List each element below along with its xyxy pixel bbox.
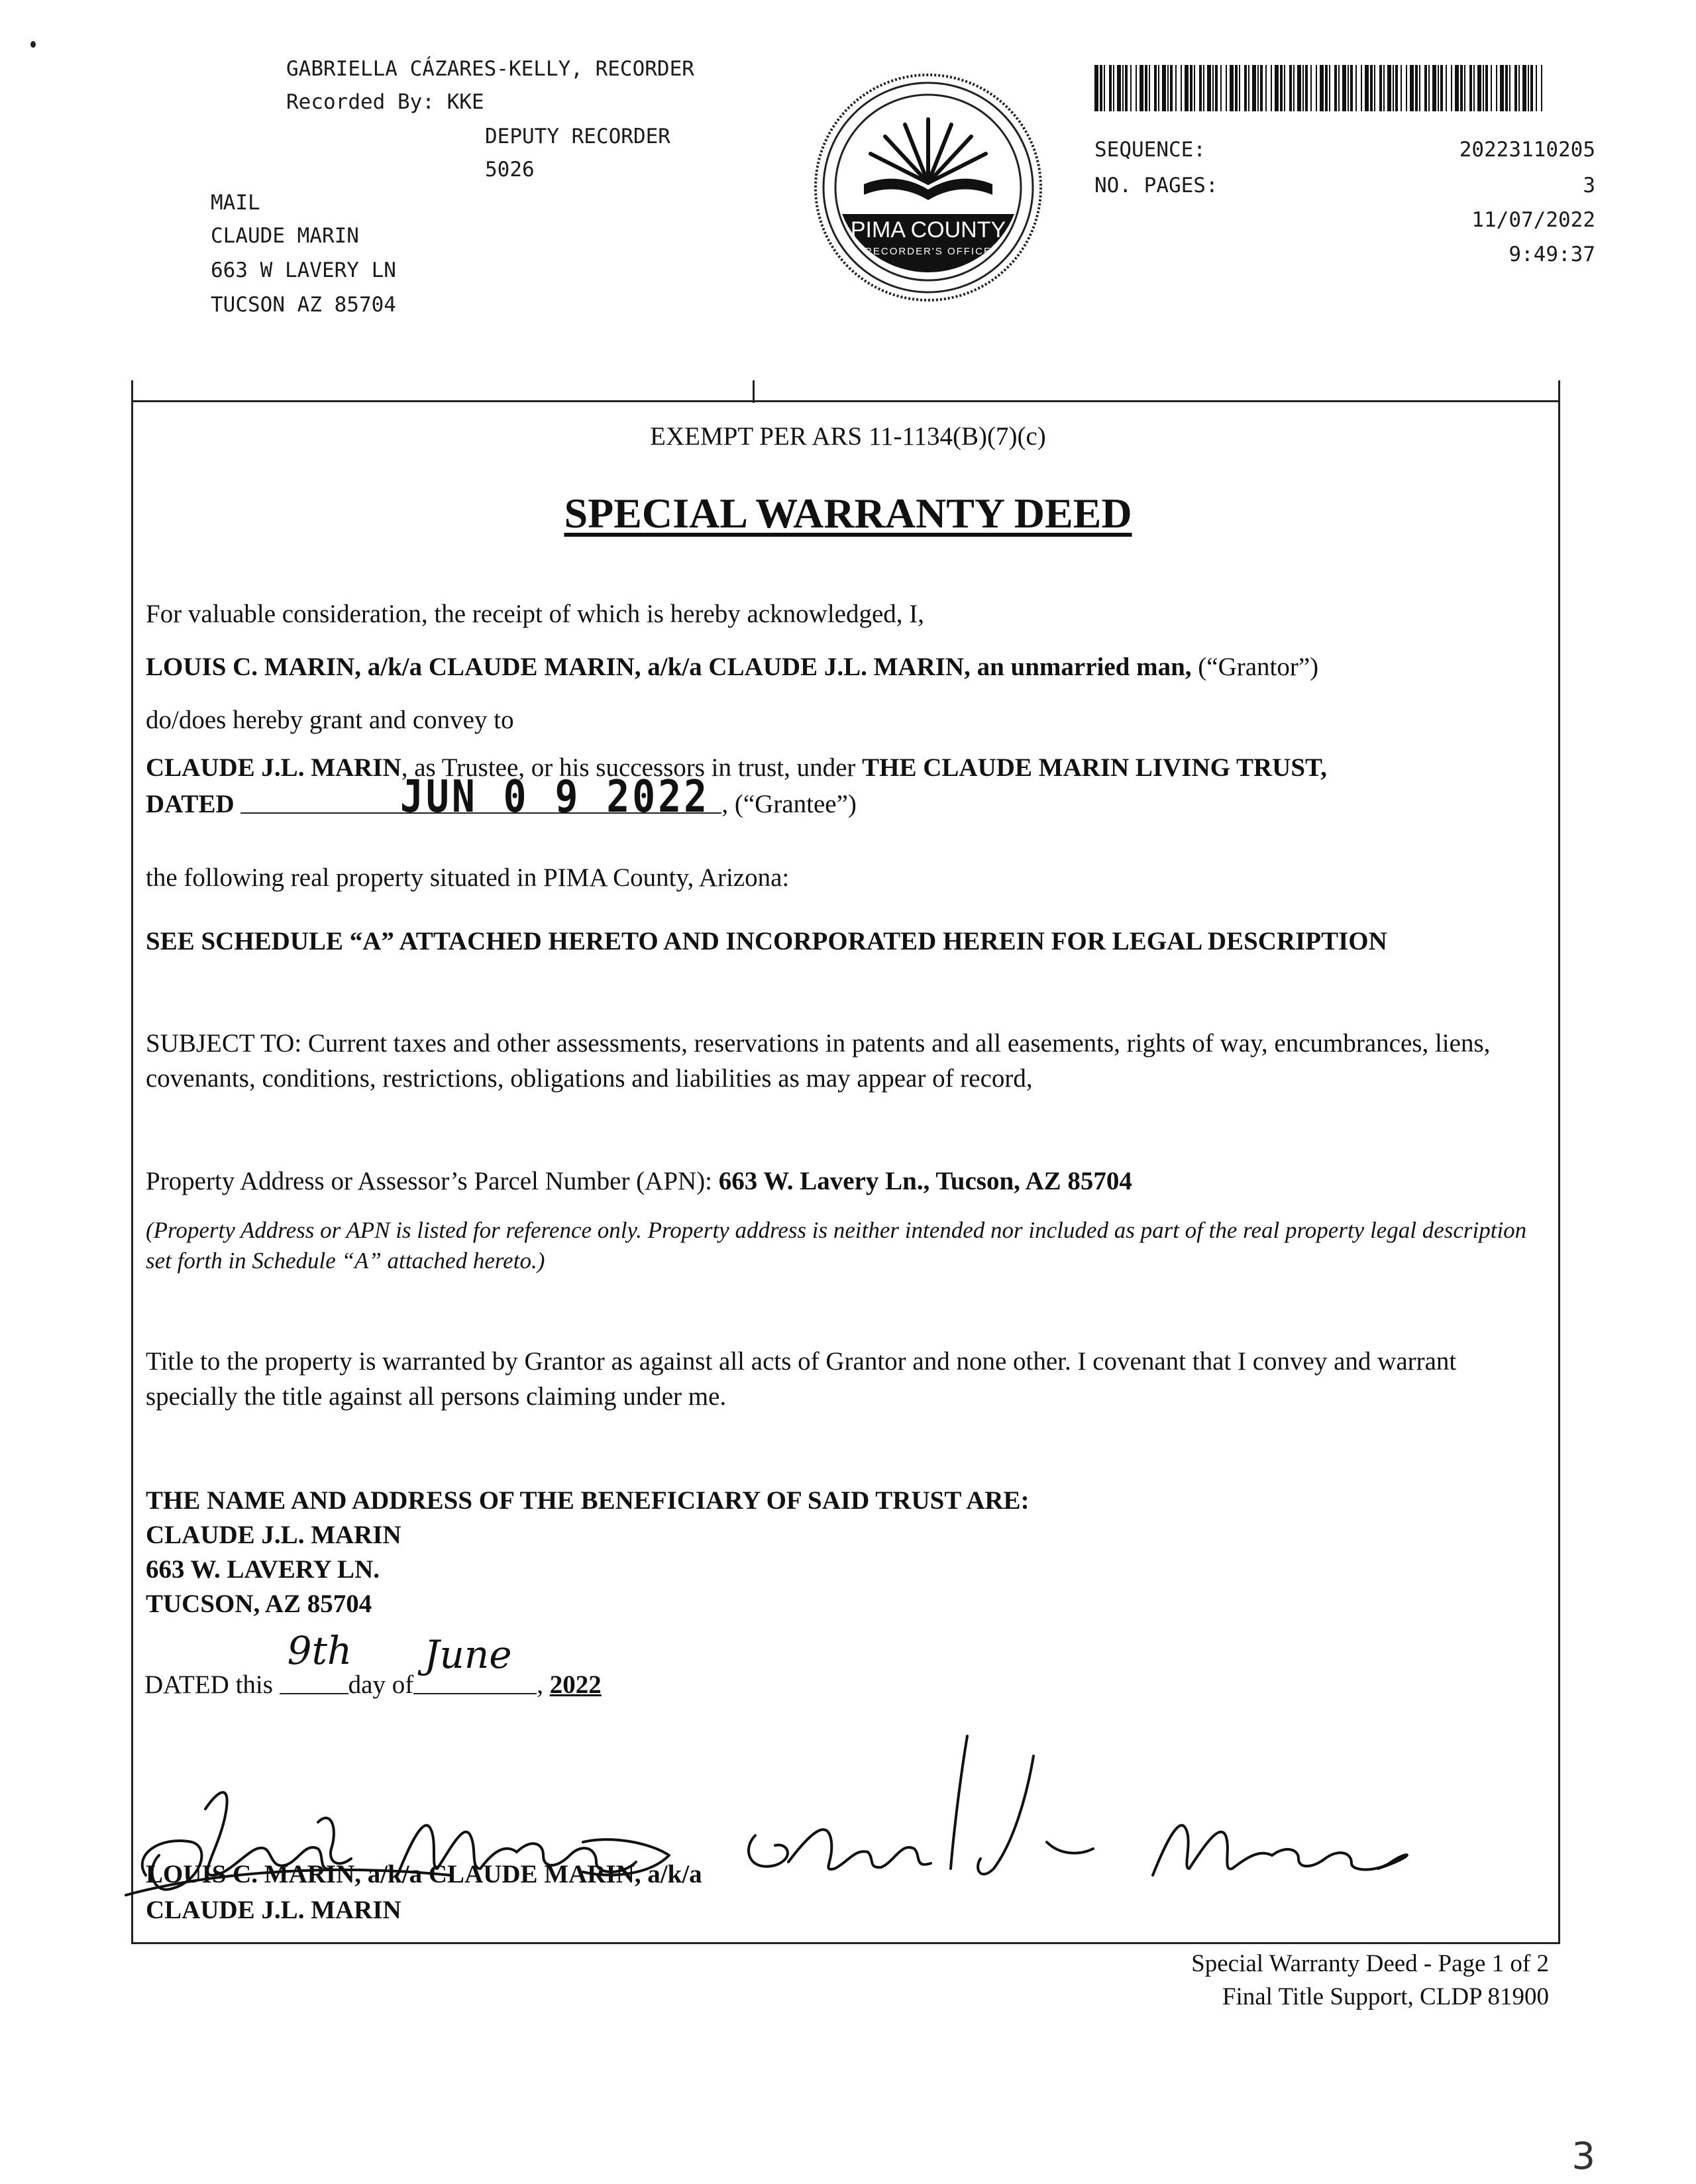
seal-text-sub: RECORDER'S OFFICE (865, 246, 992, 257)
barcode-bar (1469, 65, 1472, 111)
barcode-bar (1275, 65, 1279, 111)
barcode-bar (1477, 65, 1481, 111)
barcode-bar (1271, 65, 1272, 111)
convey-text: do/does hereby grant and convey to (146, 706, 514, 734)
barcode-bar (1199, 65, 1202, 111)
barcode-bar (1464, 65, 1465, 111)
barcode-bar (1387, 65, 1391, 111)
barcode-bar (1451, 65, 1452, 111)
pages-label: NO. PAGES: (1094, 174, 1218, 197)
barcode-bar (1162, 65, 1166, 111)
exempt-statement: EXEMPT PER ARS 11-1134(B)(7)(c) (650, 422, 1046, 451)
record-date: 11/07/2022 (1471, 208, 1595, 232)
barcode-bar (1154, 65, 1157, 111)
grantee-line (146, 750, 1327, 785)
intro-text: For valuable consideration, the receipt of which is hereby acknowledged, I, (146, 600, 925, 628)
record-time: 9:49:37 (1509, 243, 1595, 266)
barcode-bar (1094, 65, 1098, 111)
barcode-bar (1310, 65, 1312, 111)
handwritten-day: 9th (287, 1628, 352, 1673)
barcode-bar (1329, 65, 1330, 111)
date-stamp: JUN 0 9 2022 (400, 770, 710, 823)
signature-stroke-11 (978, 1756, 1034, 1874)
barcode-bar (1248, 65, 1249, 111)
barcode-bar (1350, 65, 1353, 111)
seal-text-main: PIMA COUNTY (850, 217, 1006, 243)
barcode-bar (1175, 65, 1177, 111)
month-blank (413, 1632, 537, 1694)
grantor-line (146, 649, 1318, 684)
barcode-bar (1185, 65, 1189, 111)
barcode-bar (1257, 65, 1259, 111)
beneficiary-heading: THE NAME AND ADDRESS OF THE BENEFICIARY OF SAID TRUST ARE: (146, 1486, 1030, 1515)
barcode-bar (1194, 65, 1195, 111)
barcode-bar (1190, 65, 1192, 111)
barcode-bar (1455, 65, 1459, 111)
barcode-bar (1289, 65, 1292, 111)
barcode-bar (1230, 65, 1234, 111)
barcode-bar (1348, 65, 1349, 111)
signature-stroke-12 (1047, 1842, 1093, 1853)
apn-value: 663 W. Lavery Ln., Tucson, AZ 85704 (718, 1167, 1132, 1195)
signatory-caption-1: LOUIS C. MARIN, a/k/a CLAUDE MARIN, a/k/a (146, 1860, 702, 1888)
barcode-bar (1226, 65, 1227, 111)
signature-stroke-8 (749, 1835, 788, 1867)
barcode-bar (1181, 65, 1182, 111)
subject-to-clause: SUBJECT TO: Current taxes and other assessments, reservations in patents and all easements, rights of way, encumbrances, liens, covenants, conditions, restrictions, obligations and liabilities as may appear of record, (146, 1029, 1491, 1093)
barcode-bar (1203, 65, 1204, 111)
barcode-bar (1496, 65, 1497, 111)
barcode-bar (1125, 65, 1128, 111)
barcode-bar (1239, 65, 1240, 111)
signature-stroke-14 (1272, 1849, 1407, 1870)
footer-form-id: Final Title Support, CLDP 81900 (1222, 1983, 1549, 2010)
barcode-bar (1485, 65, 1488, 111)
barcode-bar (1109, 65, 1112, 111)
deputy-title: DEPUTY RECORDER (485, 125, 670, 148)
handwritten-month: June (424, 1632, 512, 1677)
barcode-bar (1415, 65, 1418, 111)
signature-stroke-9 (788, 1829, 931, 1869)
barcode-bar (1302, 65, 1304, 111)
barcode-bar (1365, 65, 1369, 111)
barcode-bar (1383, 65, 1385, 111)
signature-stroke-10 (951, 1736, 967, 1869)
barcode-bar (1212, 65, 1214, 111)
barcode-bar (1320, 65, 1324, 111)
barcode-bar (1136, 65, 1137, 111)
barcode-bar (1215, 65, 1218, 111)
grantor-name: LOUIS C. MARIN, a/k/a CLAUDE MARIN, a/k/a CLAUDE J.L. MARIN, an unmarried man, (146, 653, 1192, 681)
recorder-name: GABRIELLA CÁZARES-KELLY, RECORDER (286, 57, 694, 81)
barcode-bar (1316, 65, 1317, 111)
apn-line (146, 1164, 1132, 1199)
barcode-bar (1370, 65, 1373, 111)
barcode-bar (1334, 65, 1337, 111)
barcode-bar (1140, 65, 1143, 111)
deed-title: SPECIAL WARRANTY DEED (564, 490, 1132, 537)
recorded-by: Recorded By: KKE (286, 90, 484, 114)
barcode-bar (1374, 65, 1375, 111)
barcode-bar (1406, 65, 1407, 111)
barcode-bar (1100, 65, 1102, 111)
barcode-bar (1541, 65, 1542, 111)
barcode-bar (1536, 65, 1537, 111)
apn-label: Property Address or Assessor’s Parcel Number (APN): (146, 1167, 719, 1195)
barcode-bar (1117, 65, 1121, 111)
county-line: the following real property situated in PIMA County, Arizona: (146, 863, 790, 892)
signatory-caption-2: CLAUDE J.L. MARIN (146, 1896, 401, 1924)
barcode-bar (1244, 65, 1247, 111)
barcode-bar (1145, 65, 1147, 111)
barcode-bar (1235, 65, 1238, 111)
barcode-bar (1284, 65, 1285, 111)
day-of-label: day of (348, 1670, 414, 1699)
dated-label: DATED (146, 790, 241, 818)
barcode-bar (1122, 65, 1124, 111)
barcode-bar (1361, 65, 1362, 111)
barcode-bar (1252, 65, 1256, 111)
barcode-bar (1113, 65, 1114, 111)
beneficiary-street: 663 W. LAVERY LN. (146, 1555, 380, 1584)
barcode-bar (1104, 65, 1105, 111)
barcode-bar (1505, 65, 1508, 111)
mail-name: CLAUDE MARIN (211, 224, 359, 248)
frame-tick-left (131, 380, 133, 403)
barcode-bar (1220, 65, 1222, 111)
day-blank (280, 1628, 352, 1694)
mail-label: MAIL (211, 191, 260, 215)
execution-year: 2022 (549, 1670, 602, 1699)
barcode (1094, 65, 1545, 111)
barcode-bar (1460, 65, 1463, 111)
barcode-bar (1514, 65, 1517, 111)
execution-date-line: DATED this 9th day of June , 2022 (144, 1628, 602, 1699)
barcode-bar (1265, 65, 1267, 111)
barcode-bar (1419, 65, 1420, 111)
beneficiary-name: CLAUDE J.L. MARIN (146, 1521, 401, 1549)
handwritten-page-mark: 3 (1571, 2135, 1595, 2178)
barcode-bar (1393, 65, 1394, 111)
warranty-clause: Title to the property is warranted by Grantor as against all acts of Grantor and none other. I covenant that I convey and warrant specially the title against all persons claiming under me. (146, 1347, 1457, 1411)
barcode-bar (1401, 65, 1402, 111)
barcode-bar (1432, 65, 1436, 111)
barcode-bar (1280, 65, 1283, 111)
deputy-number: 5026 (485, 158, 535, 182)
footer-page-info: Special Warranty Deed - Page 1 of 2 (1191, 1950, 1549, 1977)
barcode-bar (1167, 65, 1169, 111)
barcode-bar (1518, 65, 1520, 111)
barcode-bar (1170, 65, 1173, 111)
dated-this-label: DATED this (144, 1670, 280, 1699)
barcode-bar (1446, 65, 1447, 111)
barcode-bar (1424, 65, 1427, 111)
schedule-reference: SEE SCHEDULE “A” ATTACHED HERETO AND INCORPORATED HEREIN FOR LEGAL DESCRIPTION (146, 927, 1387, 956)
apn-note: (Property Address or APN is listed for reference only. Property address is neither intended nor included as part of the real property legal description set forth in Schedule “A” attached hereto.) (146, 1217, 1527, 1274)
barcode-bar (1355, 65, 1357, 111)
barcode-bar (1130, 65, 1132, 111)
barcode-bar (1305, 65, 1308, 111)
grantee-name: CLAUDE J.L. MARIN (146, 753, 401, 782)
barcode-bar (1522, 65, 1526, 111)
barcode-bar (1338, 65, 1340, 111)
barcode-bar (1500, 65, 1504, 111)
grantor-tag: (“Grantor”) (1191, 653, 1319, 681)
trust-name: THE CLAUDE MARIN LIVING TRUST, (862, 753, 1327, 782)
barcode-bar (1379, 65, 1382, 111)
grantee-mid: , as Trustee, or his successors in trust, under (401, 753, 863, 782)
barcode-bar (1530, 65, 1533, 111)
barcode-bar (1325, 65, 1328, 111)
pima-county-seal (812, 72, 1044, 303)
barcode-bar (1297, 65, 1301, 111)
barcode-bar (1491, 65, 1492, 111)
barcode-bar (1207, 65, 1211, 111)
barcode-bar (1509, 65, 1510, 111)
barcode-bar (1428, 65, 1430, 111)
barcode-bar (1342, 65, 1346, 111)
barcode-bar (1149, 65, 1150, 111)
grantee-tag: , (“Grantee”) (721, 790, 857, 818)
barcode-bar (1395, 65, 1398, 111)
frame-tick-mid (753, 380, 755, 403)
barcode-bar (1473, 65, 1475, 111)
deed-frame-top-rule (131, 400, 1560, 402)
beneficiary-city: TUCSON, AZ 85704 (146, 1590, 372, 1618)
scan-speck (30, 41, 36, 48)
barcode-bar (1158, 65, 1159, 111)
signature-stroke-13 (1153, 1826, 1272, 1875)
barcode-bar (1293, 65, 1295, 111)
mail-city: TUCSON AZ 85704 (211, 293, 396, 317)
mail-street: 663 W LAVERY LN (211, 258, 396, 282)
barcode-bar (1528, 65, 1529, 111)
barcode-bar (1410, 65, 1414, 111)
sequence-value: 20223110205 (1459, 138, 1595, 162)
barcode-bar (1483, 65, 1484, 111)
sequence-label: SEQUENCE: (1094, 138, 1206, 162)
barcode-bar (1438, 65, 1439, 111)
barcode-bar (1440, 65, 1443, 111)
barcode-bar (1260, 65, 1263, 111)
pages-value: 3 (1583, 174, 1595, 197)
